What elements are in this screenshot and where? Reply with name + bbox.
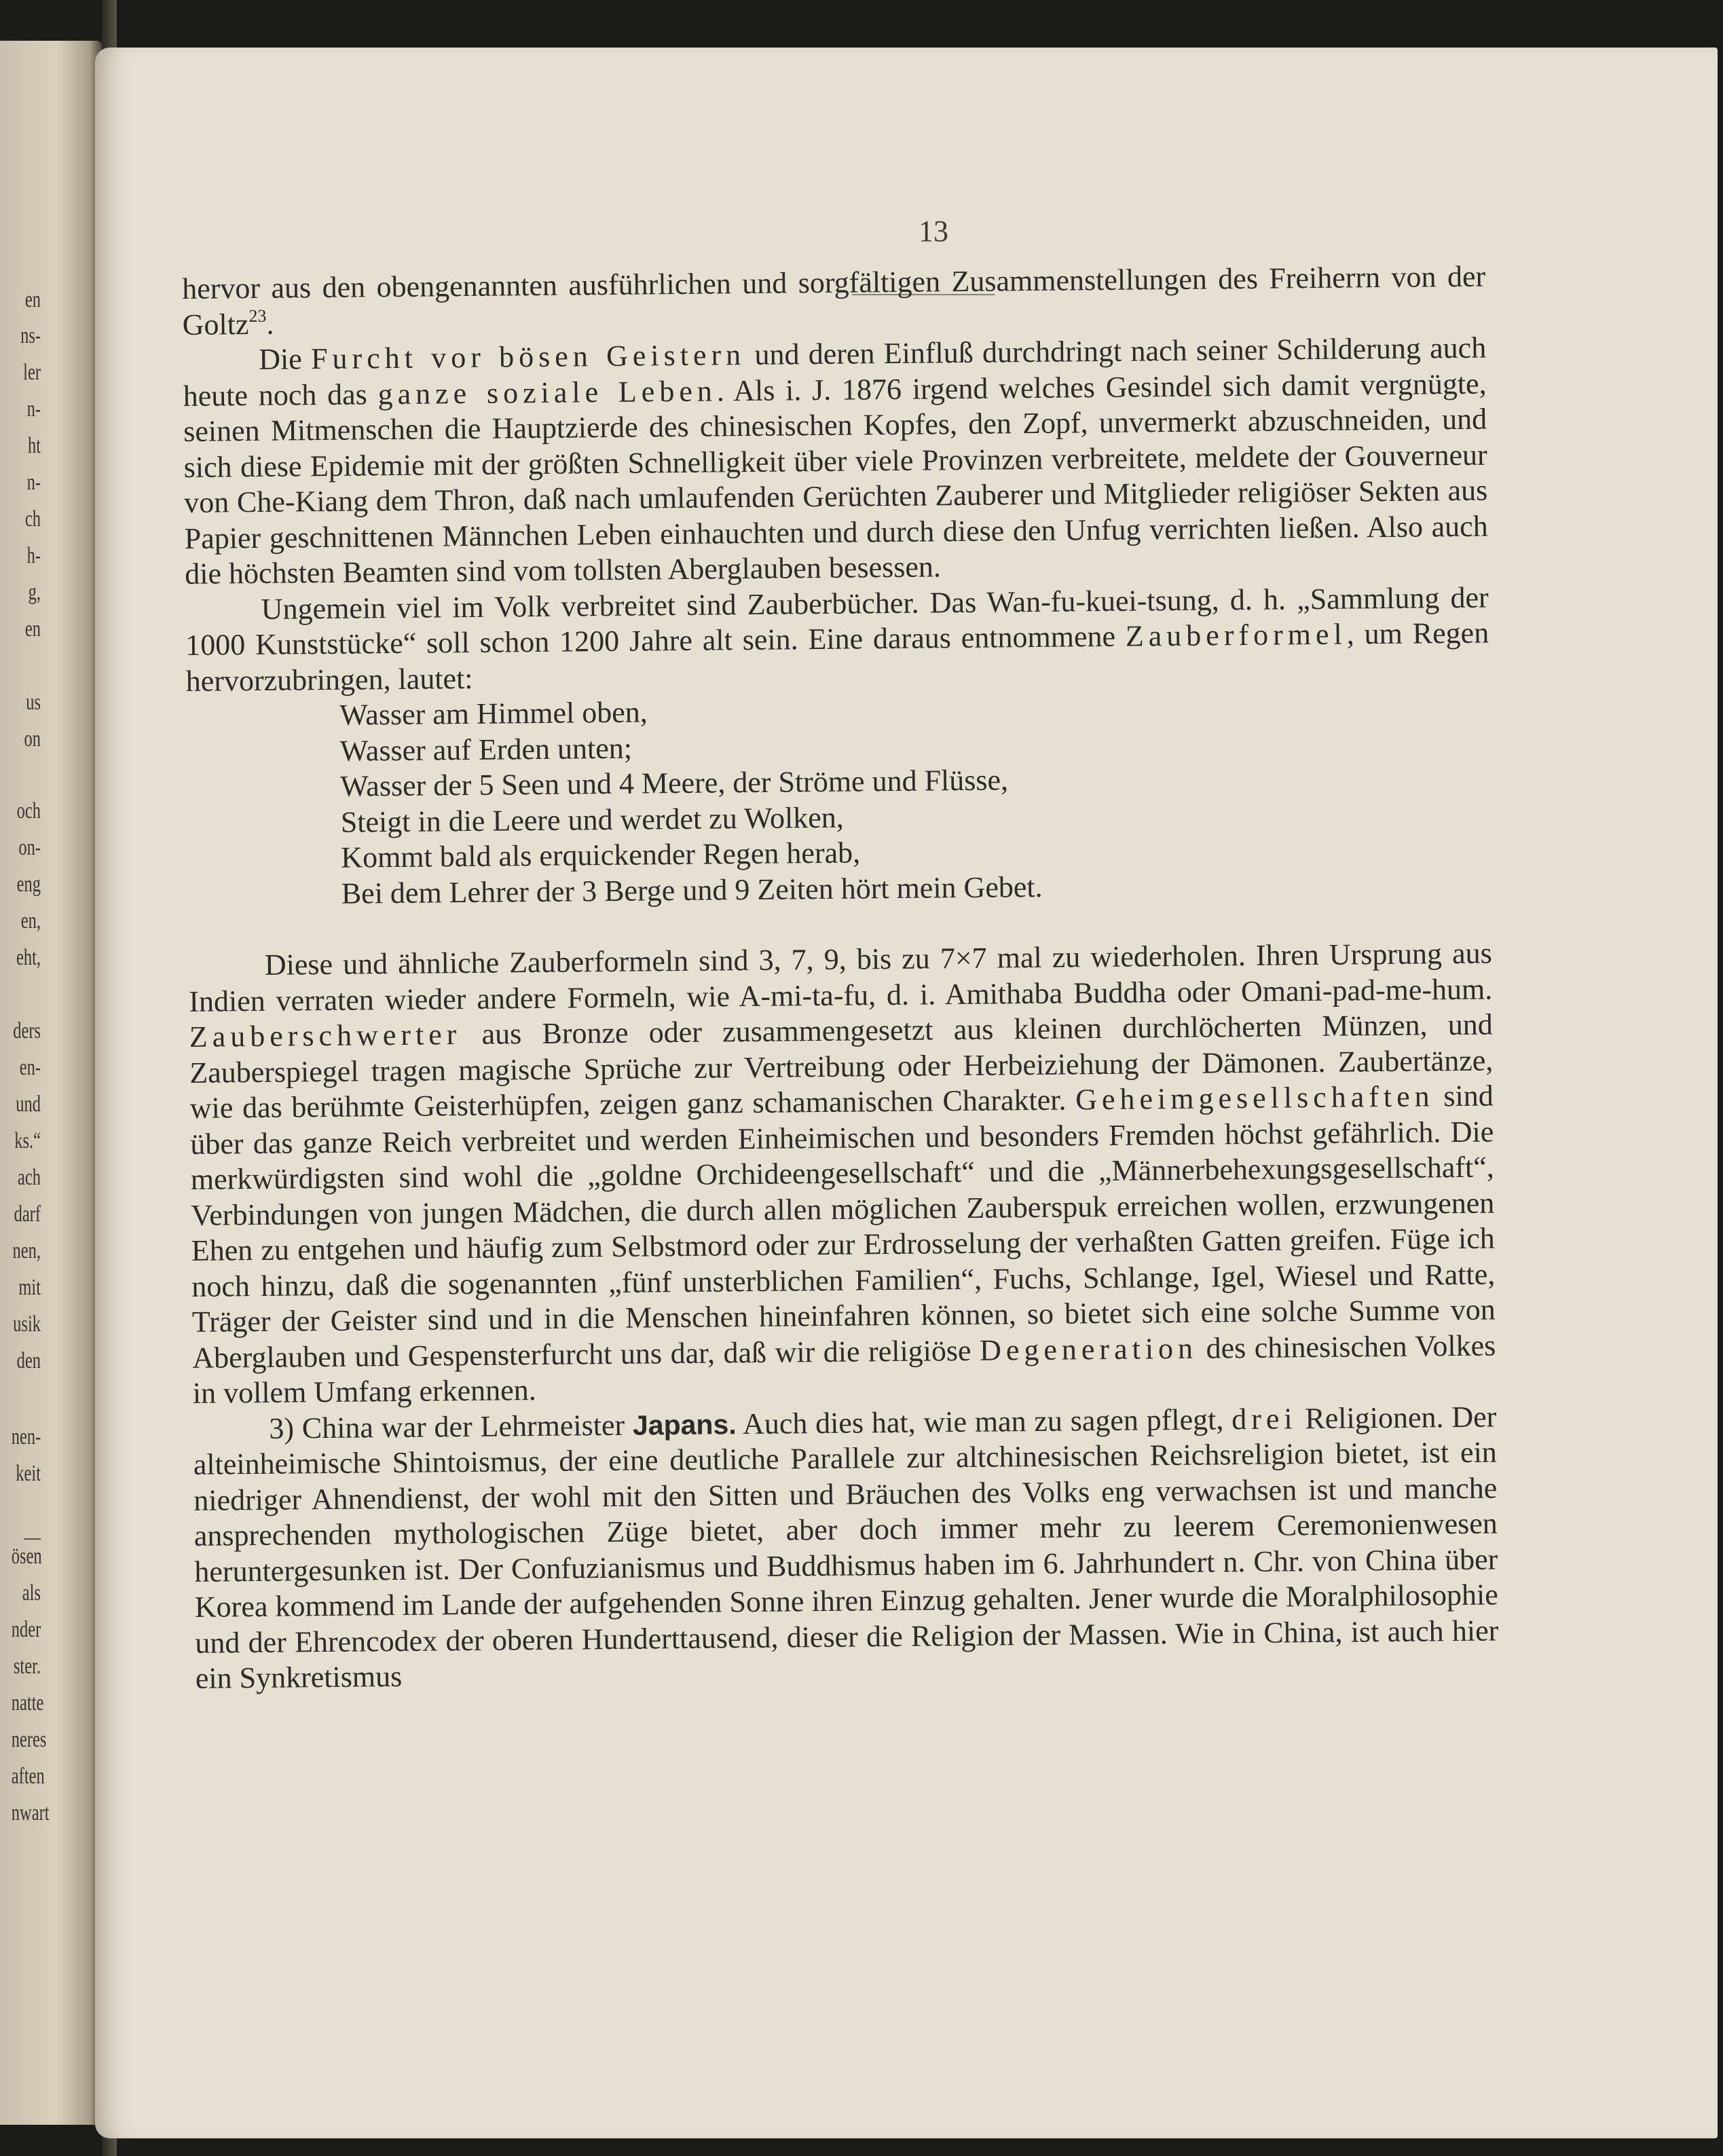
facing-page-fragment: nen- <box>11 1424 41 1449</box>
facing-page-fragment: natte <box>11 1690 44 1715</box>
emphasis: Geheimgesellschaften <box>1075 1079 1434 1117</box>
facing-page-fragment: ns- <box>20 323 41 348</box>
facing-page-fragment: eht, <box>16 945 41 970</box>
verse-line: Kommt bald als erquickender Regen herab, <box>341 836 861 874</box>
verse-block <box>186 687 1492 913</box>
paragraph-2: Die Furcht vor bösen Geistern und deren Einfluß durchdringt nach seiner Schilderung auch heute noch das ganze soziale Leben. Als i. J. 1876 irgend welches Gesindel sich damit vergnügte, seinen Mitmenschen die Hauptzierde des chinesischen Kopfes, den Zopf, unvermerkt abzuschneiden, und sich diese Epidemie mit der größten Schnelligkeit über viele Provinzen verbreitete, meldete der Gouverneur von Che-Kiang dem Thron, daß nach umlaufenden Gerüchten Zauberer und Mitglieder religiöser Sekten aus Papier geschnittenen Männchen Leben einhauchten und durch diese den Unfug verrichten ließen. Also auch die höchsten Beamten sind vom tollsten Aberglauben besessen. <box>183 331 1488 591</box>
facing-page-fragment: och <box>16 798 41 823</box>
emphasis: Zauberschwerter <box>189 1018 462 1054</box>
verse-line: Bei dem Lehrer der 3 Berge und 9 Zeiten hört mein Gebet. <box>341 870 1043 910</box>
facing-page-fragment: nwart <box>11 1800 50 1825</box>
facing-page-fragment: nen, <box>12 1238 41 1263</box>
facing-page-fragment: und <box>16 1092 41 1117</box>
paragraph-5: 3) China war der Lehrmeister Japans. Auch dies hat, wie man zu sagen pflegt, drei Religionen. Der alteinheimische Shintoismus, der eine deutliche Parallele zur altchinesischen Reichsreligion bietet, ist ein niedriger Ahnendienst, der wohl mit den Sitten und Bräuchen des Volks eng verwachsen ist und manche ansprechenden mythologischen Züge bietet, aber doch immer mehr zu leerem Ceremonienwesen heruntergesunken ist. Der Confuzianismus und Buddhismus haben im 6. Jahrhundert n. Chr. von China über Korea kommend im Lande der aufgehenden Sonne ihren Einzug gehalten. Jener wurde die Moralphilosophie und der Ehrencodex der oberen Hunderttausend, dieser die Religion der Massen. Wie in China, ist auch hier ein Synkretismus <box>193 1399 1499 1695</box>
facing-page-fragment: den <box>16 1348 41 1373</box>
verse-line: Wasser auf Erden unten; <box>339 731 633 768</box>
facing-page-fragment: ks.“ <box>14 1128 41 1153</box>
facing-page-fragment: neres <box>11 1727 47 1752</box>
paragraph-3: Ungemein viel im Volk verbreitet sind Zauberbücher. Das Wan-fu-kuei-tsung, d. h. „Sammlung der 1000 Kunststücke“ soll schon 1200 Jahre alt sein. Eine daraus entnommene Zauberformel, um Regen hervorzubringen, lautet: <box>185 580 1489 698</box>
facing-page-fragment: en- <box>19 1055 41 1080</box>
emphasis: Zauberformel <box>1125 617 1347 653</box>
footnote-reference: 23 <box>248 305 267 326</box>
facing-page-fragment: en, <box>20 908 41 933</box>
facing-page-fragment: keit <box>16 1461 41 1486</box>
facing-page-fragment: als <box>22 1580 41 1605</box>
facing-page-fragment: us <box>26 690 41 715</box>
facing-page-fragment: ster. <box>13 1654 41 1679</box>
facing-page-fragment: n- <box>26 470 41 495</box>
facing-page-fragment: darf <box>14 1202 41 1227</box>
verse-line: Wasser der 5 Seen und 4 Meere, der Ströme und Flüsse, <box>340 763 1009 803</box>
facing-page-fragment: eng <box>16 872 41 897</box>
facing-page-fragment: ösen <box>11 1544 42 1569</box>
facing-page-fragment: ler <box>23 360 41 385</box>
emphasis: ganze soziale Leben <box>377 373 718 411</box>
page-number: 13 <box>919 215 948 248</box>
paragraph-4: Diese und ähnliche Zauberformeln sind 3, 7, 9, bis zu 7×7 mal zu wiederholen. Ihren Ursprung aus Indien verraten wieder andere Formeln, wie A-mi-ta-fu, d. i. Amithaba Buddha oder Omani-pad-me-hum. Zauberschwerter aus Bronze oder zusammengesetzt aus kleinen durchlöcherten Münzen, und Zauberspiegel tragen magische Sprüche zur Vertreibung oder Herbeiziehung der Dämonen. Zaubertänze, wie das berühmte Geisterhüpfen, zeigen ganz schamanischen Charakter. Geheimgesellschaften sind über das ganze Reich verbreitet und werden Einheimischen und besonders Fremden höchst gefährlich. Die merkwürdigsten sind wohl die „goldne Orchideengesellschaft“ und die „Männerbehexungsgesellschaft“, Verbindungen von jungen Mädchen, die durch allen möglichen Zauberspuk erreichen wollen, erzwungenen Ehen zu entgehen und häufig zum Selbstmord oder zur Erdrosselung der verhaßten Gatten greifen. Füge ich noch hinzu, daß die sogenannten „fünf unsterblichen Familien“, Fuchs, Schlange, Igel, Wiesel und Ratte, Träger der Geister sind und in die Menschen hineinfahren können, so bietet sich eine solche Summe von Aberglauben und Gespensterfurcht uns dar, daß wir die religiöse Degeneration des chinesischen Volkes in vollem Umfang erkennen. <box>189 936 1496 1410</box>
page-body <box>182 259 1499 1697</box>
facing-page-fragment: ders <box>13 1018 41 1043</box>
facing-page-fragment: usik <box>13 1312 41 1337</box>
facing-page-fragment: on <box>24 726 41 751</box>
facing-page-fragment: en <box>24 287 41 312</box>
bold-term: Japans. <box>632 1408 737 1441</box>
facing-page-fragment: ht <box>27 433 41 458</box>
verse-line: Steigt in die Leere und werdet zu Wolken, <box>340 800 844 839</box>
facing-page-fragment: n- <box>26 396 41 422</box>
paragraph-1: hervor aus den obengenannten ausführlichen und sorgfältigen Zusammenstellungen des Freiherrn von der Goltz$^{23}$. <box>182 259 1486 341</box>
facing-page-fragment: ch <box>24 506 41 532</box>
facing-page-fragment: — <box>24 1525 41 1550</box>
emphasis: drei <box>1231 1401 1297 1436</box>
emphasis: Degeneration <box>979 1331 1198 1367</box>
facing-page-fragment: en <box>24 616 41 642</box>
facing-page-fragment: on- <box>18 835 41 860</box>
facing-page-edge <box>0 41 102 2125</box>
verse-line: Wasser am Himmel oben, <box>339 695 648 732</box>
facing-page-fragment: aften <box>11 1764 45 1789</box>
facing-page-fragment: mit <box>18 1275 41 1300</box>
facing-page-fragment: nder <box>11 1617 41 1642</box>
facing-page-fragment: h- <box>26 543 41 568</box>
facing-page-fragment: ach <box>18 1165 41 1190</box>
emphasis: Furcht vor bösen Geistern <box>310 338 746 376</box>
facing-page-fragment: g, <box>28 580 41 605</box>
